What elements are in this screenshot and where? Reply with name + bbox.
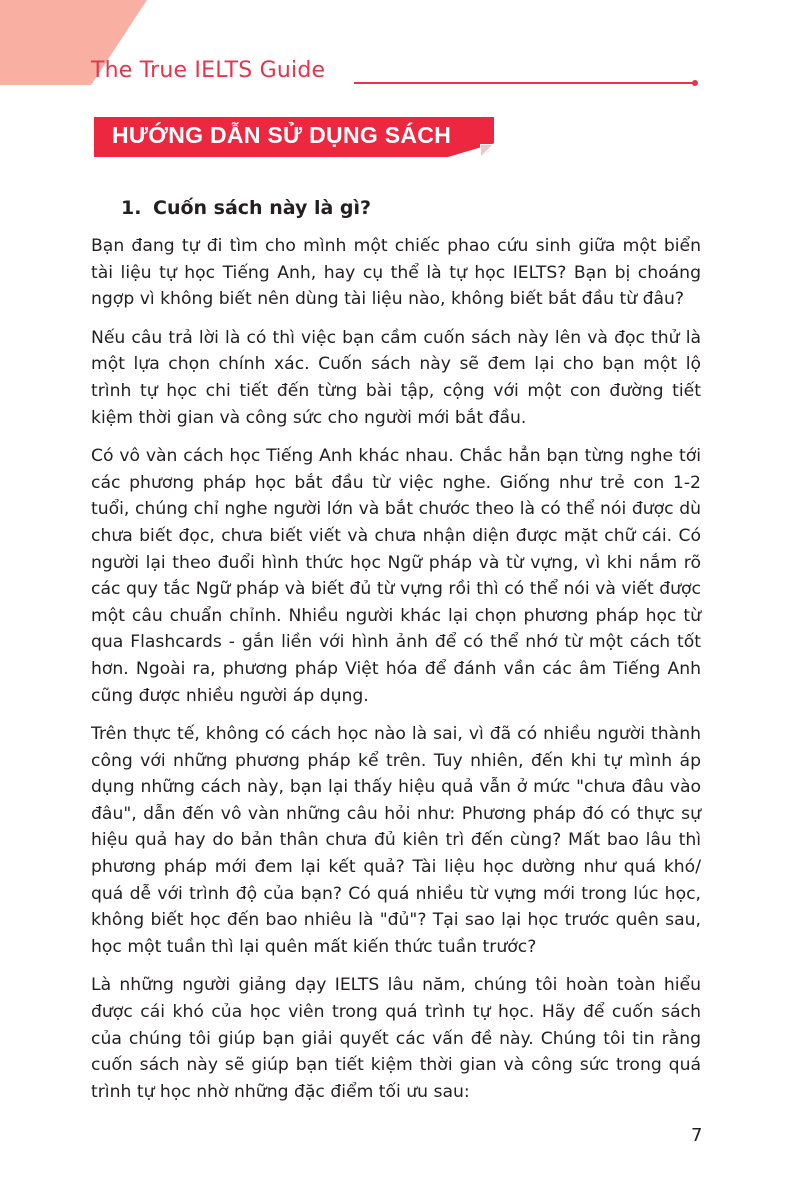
paragraph: Là những người giảng dạy IELTS lâu năm, chúng tôi hoàn toàn hiểu được cái khó của học viên trong quá trình tự học. Hãy để cuốn sách của chúng tôi giúp bạn giải quyết các vấn đề này. Chúng tôi tin rằng cuốn sách này sẽ giúp bạn tiết kiệm thời gian và công sức trong quá trình tự học nhờ những đặc điểm tối ưu sau:	[91, 975, 701, 1102]
paragraph: Bạn đang tự đi tìm cho mình một chiếc phao cứu sinh giữa một biển tài liệu tự học Tiếng Anh, hay cụ thể là tự học IELTS? Bạn bị choáng ngợp vì không biết nên dùng tài liệu nào, không biết bắt đầu từ đâu?	[91, 236, 701, 310]
section-heading	[121, 197, 371, 219]
header-rule-dot	[692, 80, 698, 86]
header-rule	[354, 82, 694, 84]
page-number: 7	[691, 1125, 703, 1146]
section-number: 1.	[121, 197, 142, 219]
banner-fold-edge	[480, 144, 493, 157]
section-title: Cuốn sách này là gì?	[153, 197, 372, 219]
paragraph: Có vô vàn cách học Tiếng Anh khác nhau. Chắc hẳn bạn từng nghe tới các phương pháp học bắt đầu từ việc nghe. Giống như trẻ con 1-2 tuổi, chúng chỉ nghe người lớn và bắt chước theo là có thể nói được dù chưa biết đọc, chưa biết viết và chưa nhận diện được mặt chữ cái. Có người lại theo đuổi hình thức học Ngữ pháp và từ vựng, vì khi nắm rõ các quy tắc Ngữ pháp và biết đủ từ vựng rồi thì có thể nói và viết được một câu chuẩn chỉnh. Nhiều người khác lại chọn phương pháp học từ qua Flashcards - gắn liền với hình ảnh để có thể nhớ từ một cách tốt hơn. Ngoài ra, phương pháp Việt hóa để đánh vần các âm Tiếng Anh cũng được nhiều người áp dụng.	[91, 446, 701, 706]
body-text	[91, 233, 701, 1117]
running-header-title: The True IELTS Guide	[91, 58, 326, 83]
paragraph: Trên thực tế, không có cách học nào là sai, vì đã có nhiều người thành công với những phương pháp kể trên. Tuy nhiên, đến khi tự mình áp dụng những cách này, bạn lại thấy hiệu quả vẫn ở mức "chưa đâu vào đâu", dẫn đến vô vàn những câu hỏi như: Phương pháp đó có thực sự hiệu quả hay do bản thân chưa đủ kiên trì đến cùng? Mất bao lâu thì phương pháp mới đem lại kết quả? Tài liệu học dường như quá khó/ quá dễ với trình độ của bạn? Có quá nhiều từ vựng mới trong lúc học, không biết học đến bao nhiêu là "đủ"? Tại sao lại học trước quên sau, học một tuần thì lại quên mất kiến thức tuần trước?	[91, 724, 701, 957]
chapter-title: HƯỚNG DẪN SỬ DỤNG SÁCH	[112, 122, 452, 148]
paragraph: Nếu câu trả lời là có thì việc bạn cầm cuốn sách này lên và đọc thử là một lựa chọn chính xác. Cuốn sách này sẽ đem lại cho bạn một lộ trình tự học chi tiết đến từng bài tập, cộng với một con đường tiết kiệm thời gian và công sức cho người mới bắt đầu.	[91, 327, 701, 428]
